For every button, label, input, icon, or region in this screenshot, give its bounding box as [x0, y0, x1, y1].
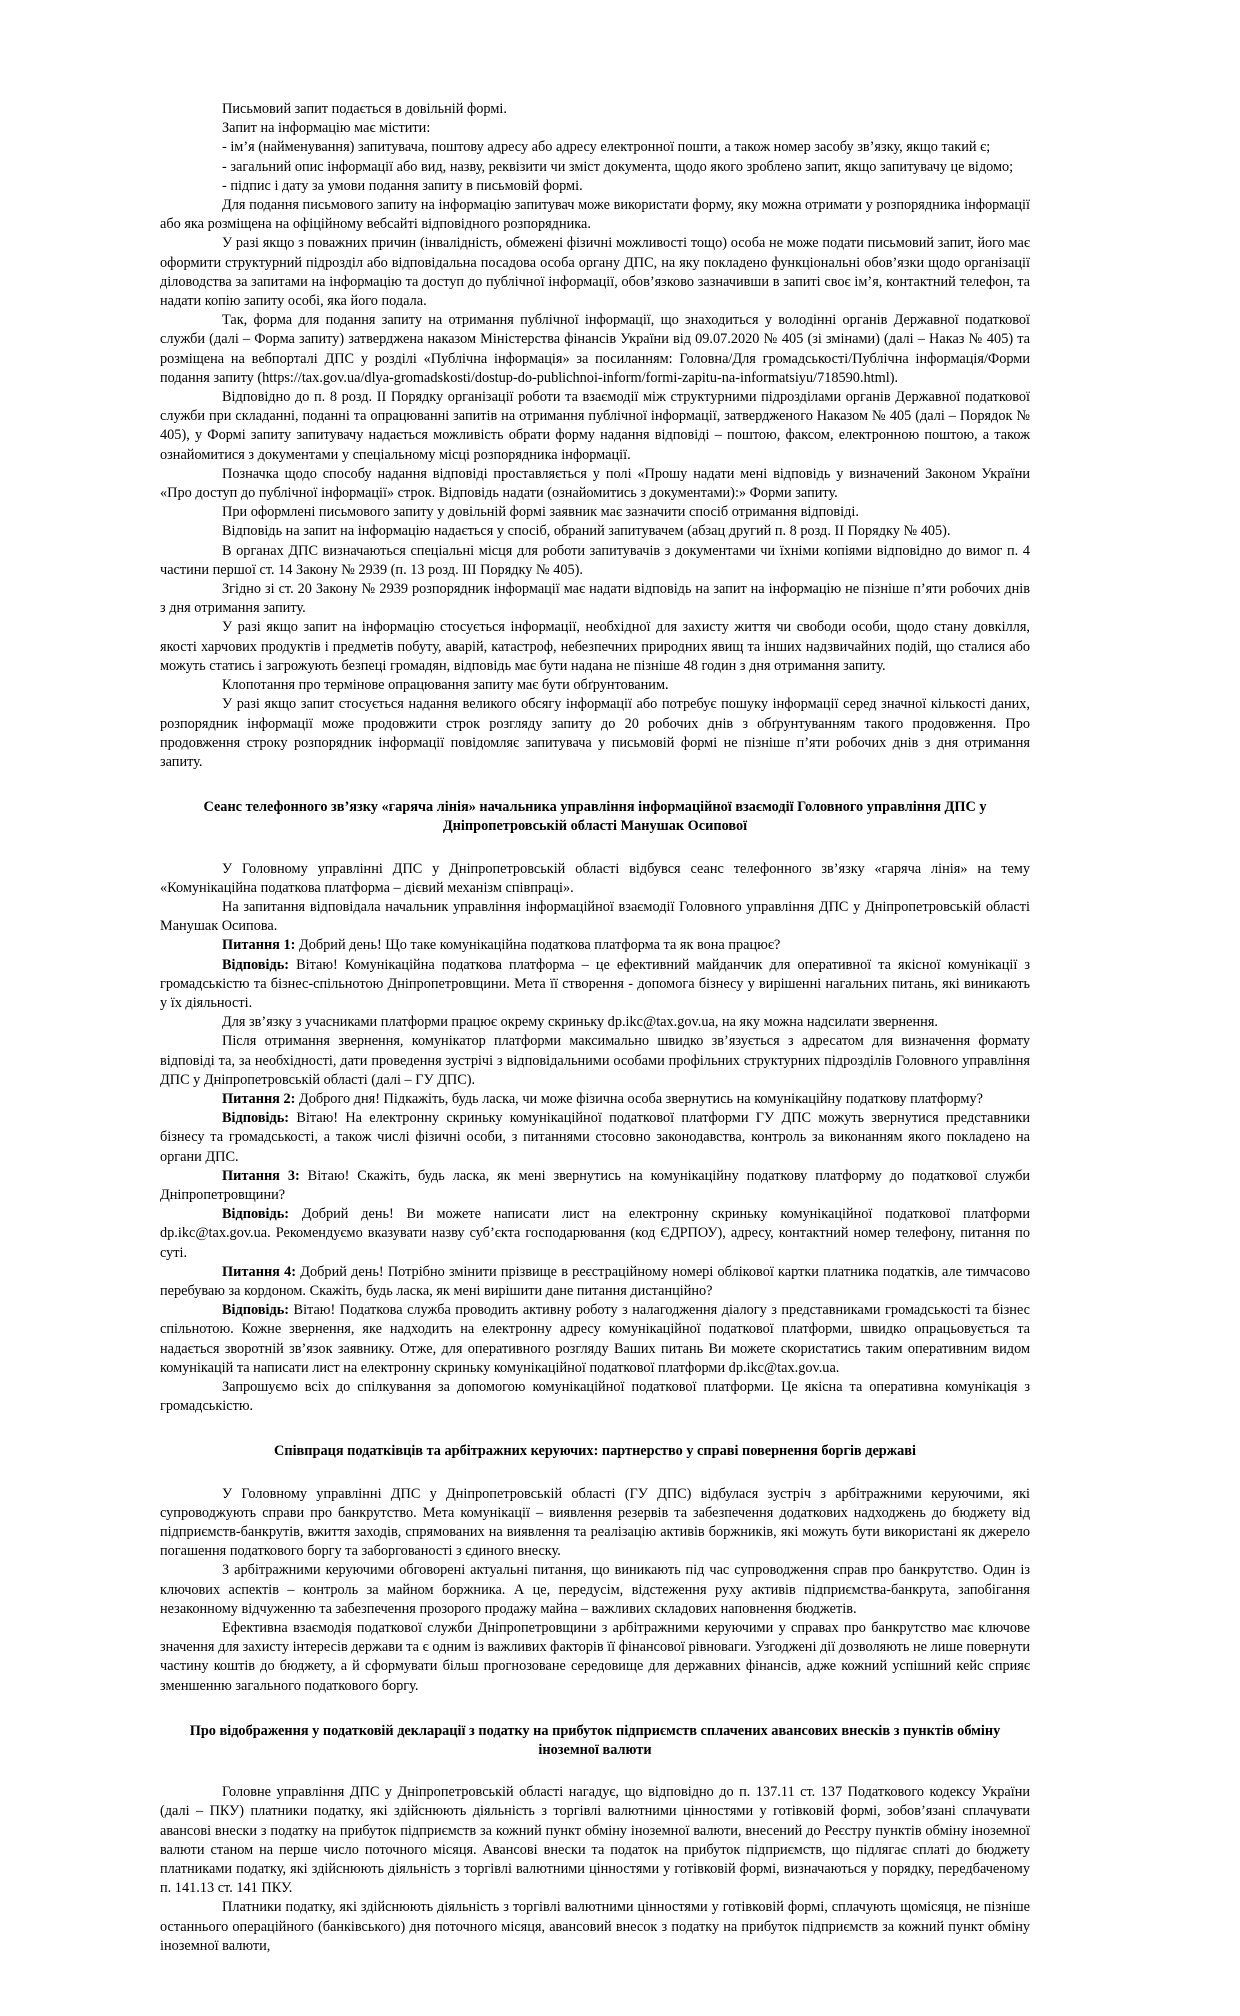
paragraph-text: В органах ДПС визначаються спеціальні місця для роботи запитувачів з документами чи їхніми копіями відповідно до вимог п. 4 частини першої ст. 14 Закону № 2939 (п. 13 розд. III Порядку № 405).: [160, 542, 1030, 578]
paragraph: [160, 1378, 1030, 1416]
paragraph: [160, 618, 1030, 676]
paragraph-text: Так, форма для подання запиту на отримання публічної інформації, що знаходиться у володінні органів Державної податкової служби (далі – Форма запиту) затверджена наказом Міністерства фінансів України від 09.07.2020 № 405 (зі змінами) (далі – Наказ № 405) та розміщена на вебпорталі ДПС у розділі «Публічна інформація» за посиланням: Головна/Для громадськості/Публічна інформація/Форми подання запиту (https://tax.gov.ua/dlya-gromadskosti/dostup-do-publichnoi-inform/formi-zapitu-na-informatsiyu/718590.html).: [160, 312, 1030, 386]
paragraph: [160, 1898, 1030, 1956]
paragraph-text: Вітаю! Податкова служба проводить активну роботу з налагодження діалогу з представниками громадськості та бізнес спільнотою. Кожне звернення, яке надходить на електронну адресу комунікаційної податкової платформи, швидко опрацьовується та надається зворотній зв’язок заявнику. Отже, для оперативного розгляду Ваших питань Ви можете скористатись таким оперативним видом комунікацій та написати лист на електронну скриньку комунікаційної податкової платформи dp.ikc@tax.gov.ua.: [160, 1302, 1031, 1376]
paragraph-text: Для подання письмового запиту на інформацію запитувач може використати форму, яку можна отримати у розпорядника інформації або яка розміщена на офіційному вебсайті відповідного розпорядника.: [160, 197, 1030, 233]
paragraph: [160, 695, 1030, 772]
paragraph: [160, 1032, 1030, 1090]
paragraph-text: У разі якщо з поважних причин (інвалідність, обмежені фізичні можливості тощо) особа не може подати письмовий запит, його має оформити структурний підрозділ або відповідальна посадова особа органу ДПС, на яку покладено функціональні обов’язки щодо організації діловодства за запитами на інформацію та доступ до публічної інформації, обов’язково зазначивши в запиті своє ім’я, контактний телефон, та надати копію запиту особі, яка його подала.: [160, 235, 1030, 310]
heading-text: Про відображення у податковій декларації з податку на прибуток підприємств сплачених авансових внесків з пунктів обміну іноземної валюти: [189, 1722, 1001, 1759]
paragraph: [160, 676, 1030, 695]
paragraph-text: У Головному управлінні ДПС у Дніпропетровській області відбувся сеанс телефонного зв’язку «гаряча лінія» на тему «Комунікаційна податкова платформа – дієвий механізм співпраці».: [160, 860, 1030, 896]
paragraph: [160, 388, 1030, 465]
paragraph: [160, 1205, 1030, 1263]
paragraph: [160, 542, 1030, 580]
paragraph: [160, 580, 1030, 618]
paragraph: [160, 1167, 1030, 1205]
paragraph-text: На запитання відповідала начальник управління інформаційної взаємодії Головного управління ДПС у Дніпропетровській області Манушак Осипова.: [160, 898, 1030, 935]
paragraph-text: Вітаю! Скажіть, будь ласка, як мені звернутись на комунікаційну податкову платформу до податкової служби Дніпропетровщини?: [160, 1167, 1031, 1203]
paragraph-text: Вітаю! Комунікаційна податкова платформа – це ефективний майданчик для оперативної та якісної комунікації з громадськістю та бізнес-спільнотою Дніпропетровщини. Мета її створення - допомога бізнесу у вирішенні нагальних питань, які виникають у їх діяльності.: [160, 956, 1030, 1011]
paragraph: [160, 1619, 1030, 1696]
paragraph-text: Доброго дня! Підкажіть, будь ласка, чи може фізична особа звернутись на комунікаційну податкову платформу?: [298, 1090, 983, 1107]
paragraph: [160, 119, 1030, 138]
paragraph: [160, 1013, 1030, 1032]
paragraph-text: - загальний опис інформації або вид, назву, реквізити чи зміст документа, щодо якого зроблено запит, якщо запитувачу це відомо;: [222, 158, 1014, 175]
paragraph: [160, 1109, 1030, 1167]
paragraph: [160, 465, 1030, 503]
section-heading: [160, 798, 1030, 836]
paragraph-lead: Питання 2:: [222, 1090, 296, 1107]
section-heading: [160, 1442, 1030, 1461]
paragraph-text: З арбітражними керуючими обговорені актуальні питання, що виникають під час супроводження справ про банкрутство. Один із ключових аспектів – контроль за майном боржника. А це, передусім, відстеження руху активів підприємства-банкрута, запобігання незаконному відчуженню та забезпечення прозорого продажу майна – важливих складових наповнення бюджетів.: [160, 1562, 1030, 1617]
paragraph-text: Письмовий запит подається в довільній формі.: [222, 101, 507, 117]
paragraph: [160, 311, 1030, 388]
paragraph-text: - ім’я (найменування) запитувача, поштову адресу або адресу електронної пошти, а також номер засобу зв’язку, якщо такий є;: [222, 139, 991, 156]
paragraph: [160, 1783, 1030, 1898]
section-heading: [160, 1722, 1030, 1760]
paragraph-text: Для зв’язку з учасниками платформи працює окрему скриньку dp.ikc@tax.gov.ua, на яку можна надсилати звернення.: [222, 1014, 938, 1031]
paragraph: [160, 177, 1030, 196]
paragraph-text: Вітаю! На електронну скриньку комунікаційної податкової платформи ГУ ДПС можуть звернутися представники бізнесу та громадськості, а також числі фізичні особи, з питаннями стосовно законодавства, контроль за виконанням якого покладено на органи ДПС.: [160, 1110, 1030, 1165]
paragraph: [160, 1561, 1030, 1619]
paragraph-lead: Питання 3:: [222, 1167, 300, 1184]
paragraph: [160, 196, 1030, 234]
paragraph: [160, 138, 1030, 157]
paragraph-text: Позначка щодо способу надання відповіді проставляється у полі «Прошу надати мені відповідь у визначений Законом України «Про доступ до публічної інформації» строк. Відповідь надати (ознайомитись з документами):» Форми запиту.: [160, 465, 1030, 502]
paragraph-text: Головне управління ДПС у Дніпропетровській області нагадує, що відповідно до п. 137.11 ст. 137 Податкового кодексу України (далі – ПКУ) платники податку, які здійснюють діяльність з торгівлі валютними цінностями у готівковій формі, зобов’язані сплачувати авансові внески з податку на прибуток підприємств за кожний пункт обміну іноземної валюти, внесений до Реєстру пунктів обміну іноземної валюти станом на перше число поточного місяця. Авансові внески та податок на прибуток підприємств, що підлягає сплаті до бюджету платниками податку, які здійснюють діяльність з торгівлі валютними цінностями у готівковій формі, визначаються у порядку, передбаченому п. 141.13 ст. 141 ПКУ.: [160, 1784, 1030, 1897]
paragraph: [160, 1301, 1030, 1378]
paragraph-text: Добрий день! Ви можете написати лист на електронну скриньку комунікаційної податкової платформи dp.ikc@tax.gov.ua. Рекомендуємо вказувати назву суб’єкта господарювання (код ЄДРПОУ), адресу, контактний номер телефону, питання по суті.: [160, 1206, 1030, 1261]
paragraph: [160, 503, 1030, 522]
paragraph: [160, 234, 1030, 311]
paragraph-text: Після отримання звернення, комунікатор платформи максимально швидко зв’язується з адресатом для визначення формату відповіді та, за необхідності, дати проведення зустрічі з відповідальними особами профільних структурних підрозділів Головного управління ДПС у Дніпропетровській області (далі – ГУ ДПС).: [160, 1033, 1030, 1088]
paragraph: [160, 936, 1030, 955]
paragraph-text: При оформлені письмового запиту у довільній формі заявник має зазначити спосіб отримання відповіді.: [222, 504, 859, 521]
paragraph: [160, 1263, 1030, 1301]
paragraph-text: Ефективна взаємодія податкової служби Дніпропетровщини з арбітражними керуючими у справах про банкрутство має ключове значення для захисту інтересів держави та є одним із важливих факторів її фінансової рівноваги. Узгоджені дії дозволяють не лише повернути частину коштів до бюджету, а й сформувати більш прогнозоване середовище для державних фінансів, адже кожний успішний кейс сприяє зменшенню загального податкового боргу.: [160, 1620, 1030, 1694]
paragraph: [160, 956, 1030, 1014]
paragraph: [160, 1485, 1030, 1562]
paragraph-text: Добрий день! Потрібно змінити прізвище в реєстраційному номері облікової картки платника податків, але тимчасово перебуваю за кордоном. Скажіть, будь ласка, як мені вирішити дане питання дистанційно?: [160, 1263, 1030, 1299]
paragraph: [160, 860, 1030, 898]
paragraph-lead: Питання 1:: [222, 937, 296, 954]
paragraph-lead: Відповідь:: [222, 956, 290, 973]
paragraph-text: Запит на інформацію має містити:: [222, 120, 431, 137]
paragraph: [160, 522, 1030, 541]
paragraph-text: Згідно зі ст. 20 Закону № 2939 розпорядник інформації має надати відповідь на запит на інформацію не пізніше п’яти робочих днів з дня отримання запиту.: [160, 581, 1030, 617]
paragraph-text: Клопотання про термінове опрацювання запиту має бути обґрунтованим.: [222, 677, 669, 694]
paragraph-lead: Відповідь:: [222, 1206, 290, 1223]
paragraph-text: У Головному управлінні ДПС у Дніпропетровській області (ГУ ДПС) відбулася зустріч з арбітражними керуючими, які супроводжують справи про банкрутство. Мета комунікації – виявлення резервів та забезпечення додаткових надходжень до бюджету від підприємств-банкрутів, вжиття заходів, спрямованих на виявлення та реалізацію активів боржників, які можуть бути використані як джерело погашення податкового боргу та заборгованості з єдиного внеску.: [160, 1485, 1030, 1560]
paragraph-text: Добрий день! Що таке комунікаційна податкова платформа та як вона працює?: [298, 937, 781, 954]
paragraph-text: У разі якщо запит стосується надання великого обсягу інформації або потребує пошуку інформації серед значної кількості даних, розпорядник інформації може продовжити строк розгляду запиту до 20 робочих днів з обґрунтуванням такого продовження. Про продовження строку розпорядник інформації повідомляє запитувача у письмовій формі не пізніше п’яти робочих днів з дня отримання запиту.: [160, 696, 1030, 770]
paragraph: [160, 1090, 1030, 1109]
paragraph-lead: Питання 4:: [222, 1263, 297, 1280]
paragraph-lead: Відповідь:: [222, 1302, 290, 1319]
paragraph-text: Відповідь на запит на інформацію надається у спосіб, обраний запитувачем (абзац другий п. 8 розд. II Порядку № 405).: [222, 523, 951, 540]
paragraph: [160, 158, 1030, 177]
heading-text: Сеанс телефонного зв’язку «гаряча лінія» начальника управління інформаційної взаємодії Головного управління ДПС у Дніпропетровській області Манушак Осипової: [203, 799, 987, 835]
paragraph-text: У разі якщо запит на інформацію стосується інформації, необхідної для захисту життя чи свободи особи, щодо стану довкілля, якості харчових продуктів і предметів побуту, аварій, катастроф, небезпечних природних явищ та інших надзвичайних подій, що сталися або можуть статись і загрожують безпеці громадян, відповідь має бути надана не пізніше 48 годин з дня отримання запиту.: [160, 619, 1030, 674]
paragraph-lead: Відповідь:: [222, 1110, 290, 1127]
paragraph-text: Запрошуємо всіх до спілкування за допомогою комунікаційної податкової платформи. Це якісна та оперативна комунікація з громадськістю.: [160, 1379, 1030, 1415]
paragraph-text: Платники податку, які здійснюють діяльність з торгівлі валютними цінностями у готівковій формі, сплачують щомісяця, не пізніше останнього операційного (банківського) дня поточного місяця, авансовий внесок з податку на прибуток підприємств за кожний пункт обміну іноземної валюти,: [160, 1899, 1030, 1954]
paragraph-text: - підпис і дату за умови подання запиту в письмовій формі.: [222, 177, 583, 194]
paragraph-text: Відповідно до п. 8 розд. II Порядку організації роботи та взаємодії між структурними підрозділами органів Державної податкової служби при складанні, поданні та опрацюванні запитів на отримання публічної інформації, затвердженого Наказом № 405 (далі – Порядок № 405), у Формі запиту запитувачу надається можливість обрати форму надання відповіді – поштою, факсом, електронною поштою, а також ознайомитися з документами у спеціальному місці розпорядника інформації.: [160, 389, 1030, 463]
paragraph: [160, 898, 1030, 936]
heading-text: Співпраця податківців та арбітражних керуючих: партнерство у справі повернення боргів державі: [274, 1443, 916, 1460]
paragraph: [160, 100, 1030, 119]
